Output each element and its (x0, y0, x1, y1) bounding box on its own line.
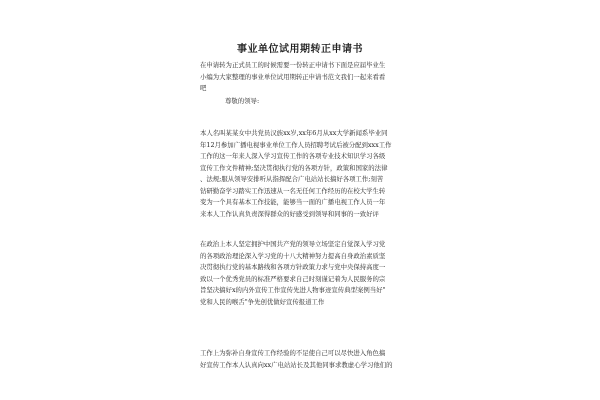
body-line: 决贯彻执行党的基本路线和各项方针政策力求与党中央保持高度一 (200, 263, 386, 271)
body-line: 工作上为弥补自身宣传工作经验的不足使自己可以尽快进入角色搞 (200, 349, 386, 357)
body-paragraph-1 (200, 128, 412, 220)
salutation: 尊敬的领导: (225, 97, 260, 105)
body-line: 、法规;服从领导安排听从指挥配合广电站站长搞好各项工作;刻苦 (200, 175, 384, 183)
body-line: 来本人工作认真负责深得群众的好感受到领导和同事的一致好评 (200, 209, 379, 218)
body-line: 本人名叫某某女中共党员汉族xx岁,xx年6月从xx大学新闻系毕业同 (200, 129, 388, 137)
body-line: 旨坚决搞好x的内外宣传工作宣传先进人物事迹宣传典型案例当好" (200, 286, 386, 294)
body-line: 好宣传工作本人认真向xx广电站站长及其他同事求教虚心学习他们的 (200, 360, 393, 369)
body-line: 在政治上本人坚定拥护中国共产党的领导立场坚定自觉深入学习党 (200, 240, 386, 248)
intro-paragraph (200, 60, 412, 95)
body-paragraph-3 (200, 348, 412, 371)
intro-line: 吧 (200, 84, 207, 92)
body-line: 变为一个具有基本工作技能，能够当一面的广播电视工作人员一年 (200, 198, 386, 206)
body-line: 宣传工作文件精神;坚决贯彻执行党的各项方针，政策和国家的法律 (200, 163, 388, 172)
document-title: 事业单位试用期转正申请书 (237, 44, 363, 55)
body-line: 工作的这一年来人深入学习宣传工作的各项专业技术知识学习各级 (200, 152, 386, 160)
body-paragraph-2 (200, 239, 412, 308)
intro-line: 在申请转为正式员工的时候需要一份转正申请书下面是应届毕业生 (200, 61, 386, 69)
body-line: 致以一个优秀党员的标准严格要求自己时刻谨记着为人民服务的宗 (200, 274, 386, 283)
body-line: 钻研勤奋学习踏实工作迅速从一名无任何工作经历的在校大学生转 (200, 186, 386, 195)
body-line: 的各项政治理论深入学习党的十八大精神努力提高自身政治素质坚 (200, 251, 386, 260)
body-line: 党和人民的喉舌"争先创优做好宣传报道工作 (200, 297, 325, 306)
body-line: 年12月参加广播电视事业单位工作人员招聘考试后被分配到xxx工作 (200, 140, 392, 149)
intro-line: 小编为大家整理的事业单位试用期转正申请书范文我们一起来看看 (200, 72, 386, 81)
